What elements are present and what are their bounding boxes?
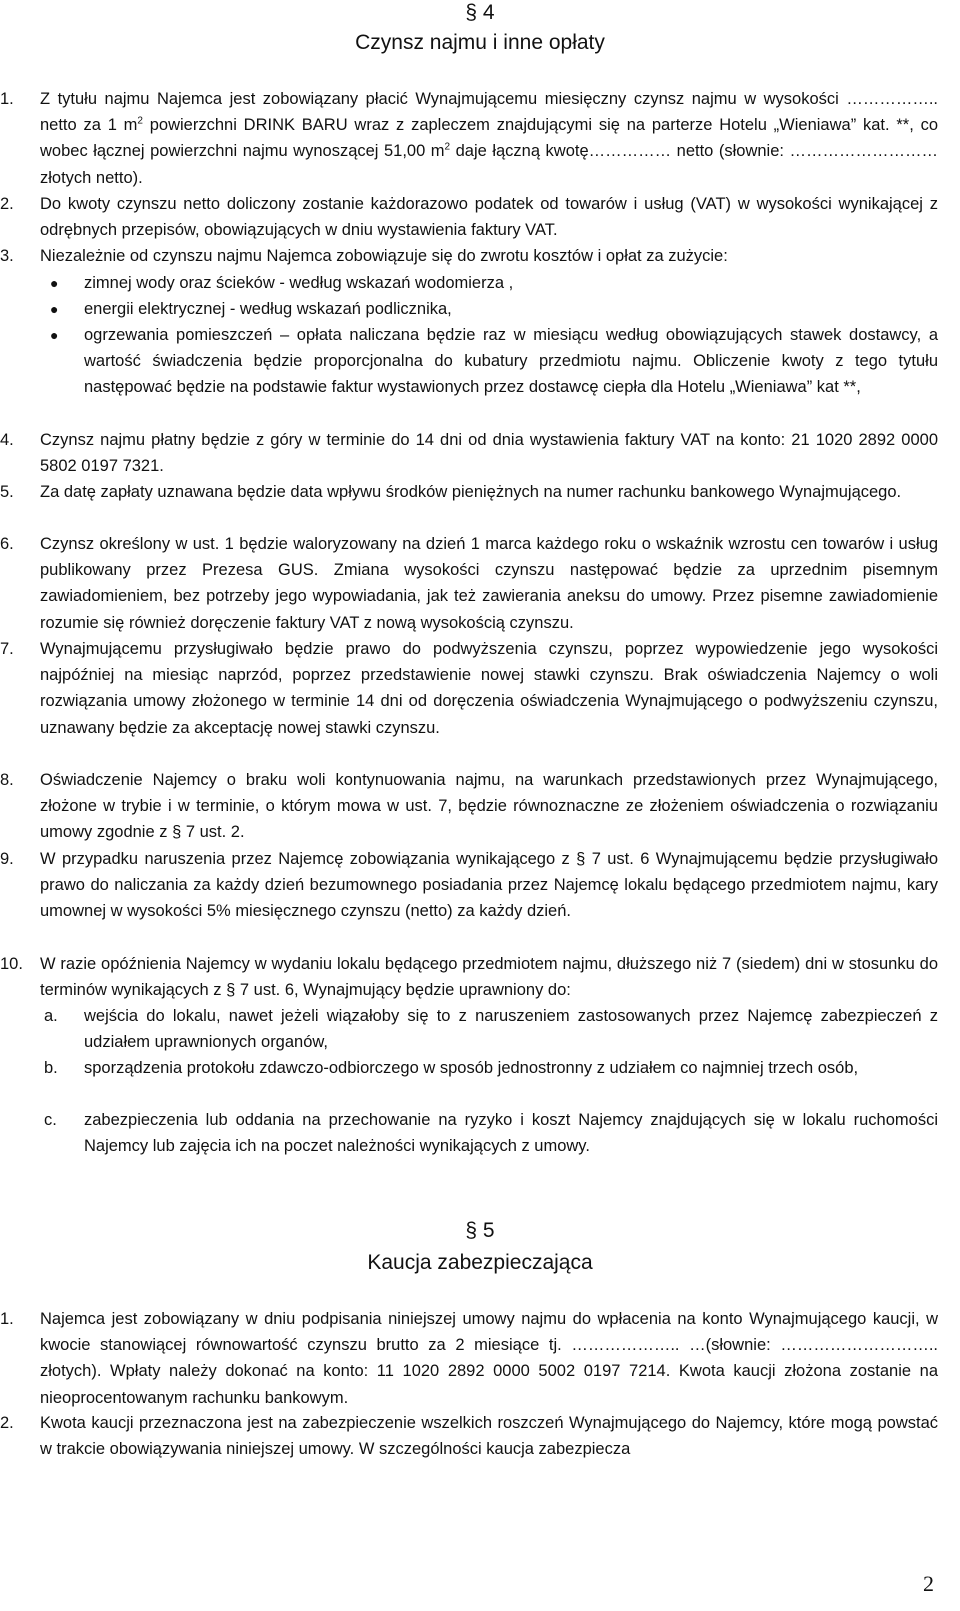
item-number: 5.	[0, 483, 14, 501]
item-number: 8.	[0, 771, 14, 789]
subitem-text: wejścia do lokalu, nawet jeżeli wiązałoby się to z naruszeniem zastosowanych przez Najemcę zabezpieczeń z udziałem uprawnionych organów,	[84, 1007, 938, 1052]
bullet-text: energii elektrycznej - według wskazań podlicznika,	[84, 300, 452, 318]
item-number: 2.	[0, 195, 14, 213]
paragraph-text	[40, 86, 938, 191]
text-part: Z tytułu najmu Najemca jest zobowiązany płacić Wynajmującemu miesięczny czynsz najmu w wysokości …………….. netto za 1 m	[40, 90, 938, 135]
paragraph-text: Kwota kaucji przeznaczona jest na zabezpieczenie wszelkich roszczeń Wynajmującego do Najemcy, które mogą powstać w trakcie obowiązywania niniejszej umowy. W szczególności kaucja zabezpiecza	[40, 1414, 938, 1459]
text-part: daje łączną kwotę…………… netto (słownie: ……………………… złotych netto).	[40, 142, 938, 187]
paragraph-text: Do kwoty czynszu netto doliczony zostanie każdorazowo podatek od towarów i usług (VAT) w wysokości wynikającej z odrębnych przepisów, obowiązujących w dniu wystawienia faktury VAT.	[40, 195, 938, 240]
item-number: 9.	[0, 850, 14, 868]
section-4-title: Czynsz najmu i inne opłaty	[355, 31, 605, 54]
paragraph-text: Czynsz określony w ust. 1 będzie waloryzowany na dzień 1 marca każdego roku o wskaźnik wzrostu cen towarów i usług publikowany przez Prezesa GUS. Zmiana wysokości czynszu następować będzie za uprzednim pisemnym zawiadomieniem, bez potrzeby jego wypowiadania, jak też zawierania aneksu do umowy. Przez pisemne zawiadomienie rozumie się również doręczenie faktury VAT z nową wysokością czynszu.	[40, 535, 938, 632]
paragraph-text: Za datę zapłaty uznawana będzie data wpływu środków pieniężnych na numer rachunku bankowego Wynajmującego.	[40, 483, 902, 501]
paragraph-text: W razie opóźnienia Najemcy w wydaniu lokalu będącego przedmiotem najmu, dłuższego niż 7 (siedem) dni w stosunku do terminów wynikających z § 7 ust. 6, Wynajmujący będzie uprawniony do:	[40, 955, 938, 1000]
section-4-symbol: § 4	[465, 1, 495, 24]
item-number: 6.	[0, 535, 14, 553]
item-number: 10.	[0, 955, 23, 973]
subitem-label: a.	[44, 1007, 58, 1025]
text-part: powierzchni DRINK BARU wraz z zapleczem znajdującymi się na parterze Hotelu „Wieniawa” kat. **, co wobec łącznej powierzchni najmu wynoszącej 51,00 m	[40, 116, 938, 161]
item-number: 3.	[0, 247, 14, 265]
item-number: 2.	[0, 1414, 14, 1432]
section-5-symbol: § 5	[465, 1219, 495, 1242]
superscript: 2	[444, 141, 451, 153]
page-number: 2	[923, 1571, 934, 1596]
bullet-text: ogrzewania pomieszczeń – opłata naliczana będzie raz w miesiącu według obowiązujących stawek dostawcy, a wartość świadczenia będzie proporcjonalna do kubatury przedmiotu najmu. Obliczenie kwoty z tego tytułu następować będzie na podstawie faktur wystawionych przez dostawcę ciepła dla Hotelu „Wieniawa” kat **,	[84, 326, 938, 397]
paragraph-text: W przypadku naruszenia przez Najemcę zobowiązania wynikającego z § 7 ust. 6 Wynajmującemu będzie przysługiwało prawo do naliczania za każdy dzień bezumownego posiadania przez Najemcę lokalu będącego przedmiotem najmu, kary umownej w wysokości 5% miesięcznego czynszu (netto) za każdy dzień.	[40, 850, 938, 921]
paragraph-text: Wynajmującemu przysługiwało będzie prawo do podwyższenia czynszu, poprzez wypowiedzenie jego wysokości najpóźniej na miesiąc naprzód, poprzez przedstawienie nowej stawki czynszu. Brak oświadczenia Najemcy o woli rozwiązania umowy złożonego w terminie 14 dni od doręczenia oświadczenia Wynajmującego o podwyższeniu czynszu, uznawany będzie za akceptację nowej stawki czynszu.	[40, 640, 938, 737]
subitem-text: sporządzenia protokołu zdawczo-odbiorczego w sposób jednostronny z udziałem co najmniej trzech osób,	[84, 1059, 859, 1077]
item-number: 7.	[0, 640, 14, 658]
subitem-label: c.	[44, 1111, 57, 1129]
item-number: 1.	[0, 1310, 14, 1328]
bullet-icon: ●	[50, 327, 59, 343]
paragraph-text: Najemca jest zobowiązany w dniu podpisania niniejszej umowy najmu do wpłacenia na konto Wynajmującego kaucji, w kwocie stanowiącej równowartość czynszu brutto za 2 miesiące tj. ……………….. …(słownie: ……………………….. złotych). Wpłaty należy dokonać na konto: 11 1020 2892 0000 5002 0197 7214. Kwota kaucji złożona zostanie na nieoprocentowanym rachunku bankowym.	[40, 1310, 938, 1407]
paragraph-text: Oświadczenie Najemcy o braku woli kontynuowania najmu, na warunkach przedstawionych przez Wynajmującego, złożone w trybie i w terminie, o którym mowa w ust. 7, będzie równoznaczne ze złożeniem oświadczenia o rozwiązaniu umowy zgodnie z § 7 ust. 2.	[40, 771, 938, 842]
bullet-icon: ●	[50, 275, 59, 291]
subitem-text: zabezpieczenia lub oddania na przechowanie na ryzyko i koszt Najemcy znajdujących się w lokalu ruchomości Najemcy lub zajęcia ich na poczet należności wynikających z umowy.	[84, 1111, 938, 1156]
item-number: 1.	[0, 90, 14, 108]
superscript: 2	[137, 115, 143, 127]
bullet-icon: ●	[50, 301, 59, 317]
section-5-title: Kaucja zabezpieczająca	[367, 1251, 593, 1274]
item-number: 4.	[0, 431, 14, 449]
subitem-label: b.	[44, 1059, 58, 1077]
paragraph-text: Czynsz najmu płatny będzie z góry w terminie do 14 dni od dnia wystawienia faktury VAT na konto: 21 1020 2892 0000 5802 0197 7321.	[40, 431, 938, 476]
paragraph-text: Niezależnie od czynszu najmu Najemca zobowiązuje się do zwrotu kosztów i opłat za zużycie:	[40, 247, 728, 265]
bullet-text: zimnej wody oraz ścieków - według wskazań wodomierza ,	[84, 274, 514, 292]
